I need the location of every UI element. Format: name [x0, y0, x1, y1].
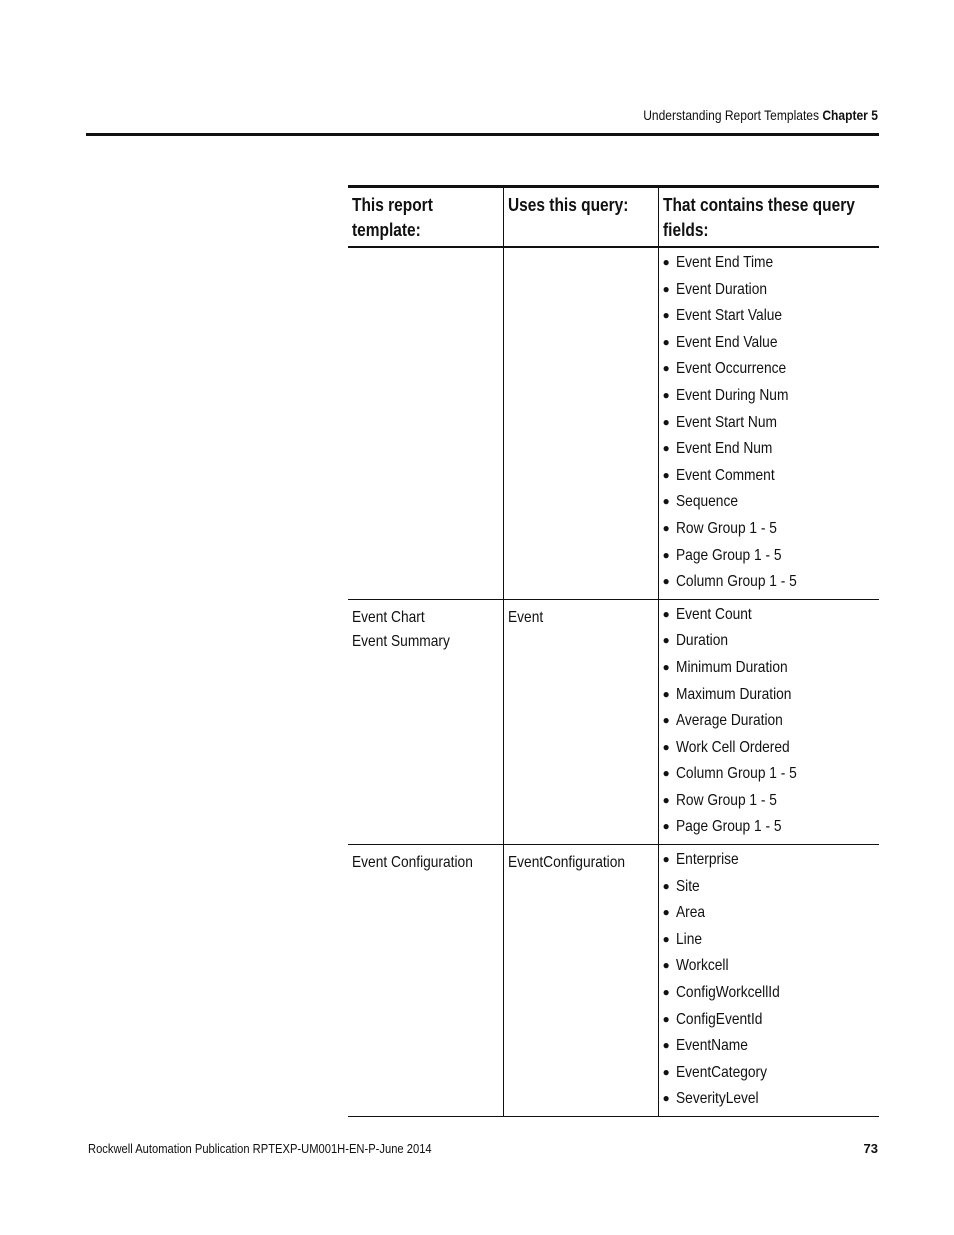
field-name: Column Group 1 - 5	[675, 765, 797, 783]
field-list	[663, 848, 876, 1114]
field-name: Event During Num	[675, 386, 788, 404]
table-row	[348, 845, 879, 1117]
bullet-icon: ●	[662, 931, 670, 946]
table-row	[348, 599, 879, 844]
bullet-icon: ●	[662, 281, 670, 296]
bullet-icon: ●	[662, 792, 670, 807]
field-name: Column Group 1 - 5	[675, 573, 797, 591]
list-item	[663, 357, 876, 384]
running-header	[643, 107, 878, 123]
bullet-icon: ●	[662, 905, 670, 920]
query-cell	[503, 247, 658, 599]
list-item	[663, 762, 876, 789]
list-item	[663, 1061, 876, 1088]
list-item	[663, 603, 876, 630]
bullet-icon: ●	[662, 494, 670, 509]
list-item	[663, 1034, 876, 1061]
list-item	[663, 517, 876, 544]
bullet-icon: ●	[662, 361, 670, 376]
header-title: Understanding Report Templates	[643, 107, 820, 123]
field-name: SeverityLevel	[675, 1090, 759, 1108]
list-item	[663, 954, 876, 981]
bullet-icon: ●	[662, 739, 670, 754]
query-name: EventConfiguration	[507, 854, 625, 872]
fields-cell	[658, 247, 879, 599]
field-name: Sequence	[675, 493, 738, 511]
list-item	[663, 331, 876, 358]
field-name: Enterprise	[675, 851, 739, 869]
footer-publication: Rockwell Automation Publication RPTEXP-UM001H-EN-P-June 2014	[88, 1141, 432, 1156]
template-cell	[348, 247, 503, 599]
bullet-icon: ●	[662, 308, 670, 323]
field-name: ConfigWorkcellId	[675, 984, 780, 1002]
list-item	[663, 278, 876, 305]
column-header-fields: That contains these query fields:	[658, 187, 879, 248]
list-item	[663, 848, 876, 875]
bullet-icon: ●	[662, 255, 670, 269]
list-item	[663, 251, 876, 278]
field-name: Event Start Num	[675, 413, 777, 431]
template-name: Event Summary	[352, 632, 450, 650]
field-list	[663, 251, 876, 597]
field-name: Event Duration	[675, 280, 767, 298]
bullet-icon: ●	[662, 387, 670, 402]
column-header-template: This report template:	[348, 187, 503, 248]
list-item	[663, 464, 876, 491]
list-item	[663, 709, 876, 736]
bullet-icon: ●	[662, 1091, 670, 1106]
bullet-icon: ●	[662, 606, 670, 621]
bullet-icon: ●	[662, 414, 670, 429]
list-item	[663, 411, 876, 438]
field-name: Average Duration	[675, 712, 783, 730]
table-header-row	[348, 187, 879, 248]
list-item	[663, 815, 876, 842]
field-name: Event End Num	[675, 440, 772, 458]
bullet-icon: ●	[662, 985, 670, 1000]
field-name: Event Occurrence	[675, 360, 786, 378]
field-name: Area	[675, 904, 705, 922]
query-name: Event	[507, 608, 543, 626]
list-item	[663, 981, 876, 1008]
bullet-icon: ●	[662, 819, 670, 834]
fields-cell	[658, 845, 879, 1117]
bullet-icon: ●	[662, 878, 670, 893]
query-cell	[503, 845, 658, 1117]
query-cell	[503, 599, 658, 844]
list-item	[663, 875, 876, 902]
table-row	[348, 247, 879, 599]
field-name: Event End Value	[675, 333, 777, 351]
bullet-icon: ●	[662, 633, 670, 648]
list-item	[663, 736, 876, 763]
bullet-icon: ●	[662, 686, 670, 701]
field-name: Minimum Duration	[675, 658, 788, 676]
bullet-icon: ●	[662, 1038, 670, 1053]
field-name: Event Count	[675, 605, 752, 623]
bullet-icon: ●	[662, 441, 670, 456]
template-cell	[348, 845, 503, 1117]
bullet-icon: ●	[662, 334, 670, 349]
bullet-icon: ●	[662, 467, 670, 482]
page-number: 73	[863, 1141, 878, 1156]
list-item	[663, 490, 876, 517]
bullet-icon: ●	[662, 547, 670, 562]
list-item	[663, 304, 876, 331]
column-header-query: Uses this query:	[503, 187, 658, 248]
list-item	[663, 1008, 876, 1035]
bullet-icon: ●	[662, 659, 670, 674]
list-item	[663, 544, 876, 571]
list-item	[663, 437, 876, 464]
field-list	[663, 603, 876, 842]
template-cell	[348, 599, 503, 844]
field-name: Duration	[675, 632, 728, 650]
field-name: Line	[675, 930, 702, 948]
field-name: EventCategory	[675, 1063, 767, 1081]
field-name: Event Comment	[675, 466, 775, 484]
field-name: Site	[675, 877, 700, 895]
list-item	[663, 683, 876, 710]
fields-cell	[658, 599, 879, 844]
list-item	[663, 1087, 876, 1114]
bullet-icon: ●	[662, 1064, 670, 1079]
header-chapter: Chapter 5	[822, 107, 878, 123]
field-name: Event End Time	[675, 254, 773, 271]
field-name: Event Start Value	[675, 307, 782, 325]
bullet-icon: ●	[662, 574, 670, 589]
header-rule	[86, 133, 879, 136]
bullet-icon: ●	[662, 1011, 670, 1026]
field-name: Workcell	[675, 957, 729, 975]
field-name: Page Group 1 - 5	[675, 546, 782, 564]
field-name: ConfigEventId	[675, 1010, 762, 1028]
list-item	[663, 928, 876, 955]
bullet-icon: ●	[662, 766, 670, 781]
field-name: Row Group 1 - 5	[675, 519, 777, 537]
list-item	[663, 384, 876, 411]
field-name: Page Group 1 - 5	[675, 818, 782, 836]
list-item	[663, 656, 876, 683]
field-name: Maximum Duration	[675, 685, 791, 703]
list-item	[663, 570, 876, 597]
template-name: Event Chart	[352, 608, 425, 626]
query-fields-table-container	[348, 185, 879, 1117]
list-item	[663, 901, 876, 928]
field-name: Work Cell Ordered	[675, 738, 790, 756]
template-name: Event Configuration	[352, 854, 473, 872]
list-item	[663, 629, 876, 656]
bullet-icon: ●	[662, 520, 670, 535]
list-item	[663, 789, 876, 816]
bullet-icon: ●	[662, 958, 670, 973]
bullet-icon: ●	[662, 852, 670, 867]
bullet-icon: ●	[662, 713, 670, 728]
field-name: Row Group 1 - 5	[675, 791, 777, 809]
field-name: EventName	[675, 1037, 748, 1055]
query-fields-table	[348, 185, 879, 1117]
